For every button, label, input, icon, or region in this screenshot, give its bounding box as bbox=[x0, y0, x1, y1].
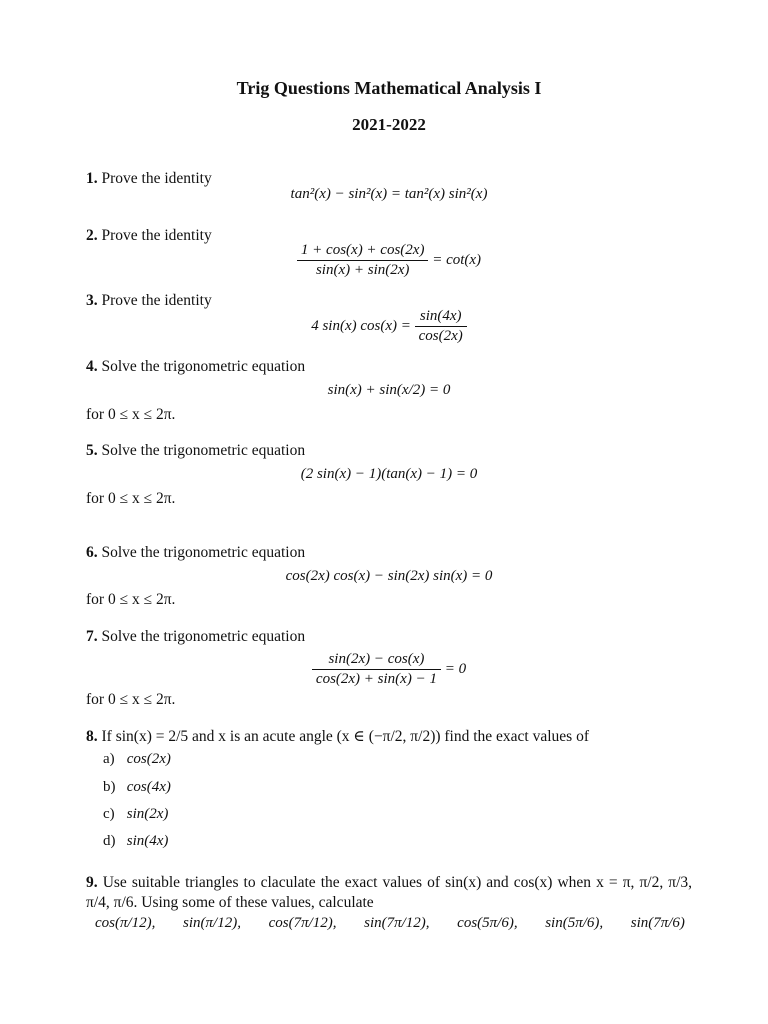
value-expression: sin(5π/6), bbox=[545, 915, 604, 931]
question-4 bbox=[86, 357, 305, 377]
list-item bbox=[103, 751, 171, 768]
document-year: 2021-2022 bbox=[352, 115, 426, 134]
item-expression: sin(4x) bbox=[126, 833, 169, 849]
question-number: 3. bbox=[86, 292, 98, 309]
fraction bbox=[312, 650, 441, 689]
numerator: sin(4x) bbox=[415, 307, 467, 327]
question-text: If sin(x) = 2/5 and x is an acute angle (x ∈ (−π/2, π/2)) find the exact values of bbox=[101, 728, 590, 745]
fraction bbox=[297, 241, 429, 280]
domain-condition: for 0 ≤ x ≤ 2π. bbox=[86, 691, 176, 708]
question-text: Solve the trigonometric equation bbox=[101, 628, 306, 645]
question-number: 8. bbox=[86, 728, 98, 745]
question-8 bbox=[86, 727, 686, 747]
item-expression: cos(2x) bbox=[126, 751, 171, 767]
denominator: cos(2x) + sin(x) − 1 bbox=[315, 671, 437, 687]
fraction bbox=[415, 307, 467, 346]
item-label: a) bbox=[103, 751, 115, 767]
item-label: b) bbox=[103, 779, 116, 795]
numerator: sin(2x) − cos(x) bbox=[312, 650, 441, 670]
value-expression: cos(7π/12), bbox=[268, 915, 337, 931]
domain-condition: for 0 ≤ x ≤ 2π. bbox=[86, 490, 176, 507]
value-expression: sin(7π/6) bbox=[630, 915, 685, 931]
question-5 bbox=[86, 441, 305, 461]
equation-5: (2 sin(x) − 1)(tan(x) − 1) = 0 bbox=[300, 466, 478, 482]
item-label: d) bbox=[103, 833, 116, 849]
value-expression: sin(π/12), bbox=[183, 915, 241, 931]
domain-condition: for 0 ≤ x ≤ 2π. bbox=[86, 591, 176, 608]
equation-1: tan²(x) − sin²(x) = tan²(x) sin²(x) bbox=[290, 186, 488, 202]
question-number: 4. bbox=[86, 358, 98, 375]
equation-2 bbox=[0, 241, 768, 280]
numerator: 1 + cos(x) + cos(2x) bbox=[297, 241, 429, 261]
question-number: 5. bbox=[86, 442, 98, 459]
denominator: sin(x) + sin(2x) bbox=[315, 262, 410, 278]
list-item bbox=[103, 779, 171, 796]
question-number: 9. bbox=[86, 874, 98, 891]
equation-rhs: = cot(x) bbox=[432, 251, 482, 268]
equation-lhs: 4 sin(x) cos(x) = bbox=[311, 317, 411, 334]
value-expression: cos(π/12), bbox=[95, 915, 156, 931]
question-text: Solve the trigonometric equation bbox=[101, 544, 306, 561]
question-9 bbox=[86, 873, 692, 913]
question-7 bbox=[86, 627, 305, 647]
equation-rhs: = 0 bbox=[444, 660, 467, 677]
document-title: Trig Questions Mathematical Analysis I bbox=[236, 78, 542, 98]
value-expression: cos(5π/6), bbox=[457, 915, 518, 931]
question-number: 7. bbox=[86, 628, 98, 645]
list-item bbox=[103, 806, 168, 823]
equation-3 bbox=[0, 307, 768, 346]
domain-condition: for 0 ≤ x ≤ 2π. bbox=[86, 406, 176, 423]
item-expression: cos(4x) bbox=[126, 779, 171, 795]
value-expression: sin(7π/12), bbox=[364, 915, 430, 931]
question-number: 1. bbox=[86, 170, 98, 187]
equation-6: cos(2x) cos(x) − sin(2x) sin(x) = 0 bbox=[285, 568, 493, 584]
question-text: Prove the identity bbox=[101, 292, 212, 309]
item-label: c) bbox=[103, 806, 115, 822]
equation-4: sin(x) + sin(x/2) = 0 bbox=[327, 382, 451, 398]
item-expression: sin(2x) bbox=[126, 806, 169, 822]
question-6 bbox=[86, 543, 305, 563]
equation-7 bbox=[0, 650, 768, 689]
question-text: Prove the identity bbox=[101, 170, 212, 187]
question-text: Prove the identity bbox=[101, 227, 212, 244]
question-text: Solve the trigonometric equation bbox=[101, 442, 306, 459]
question-number: 2. bbox=[86, 227, 98, 244]
denominator: cos(2x) bbox=[418, 328, 463, 344]
values-list bbox=[95, 915, 685, 932]
question-text: Use suitable triangles to claculate the exact values of sin(x) and cos(x) when x = π, π/2, π/3, π/4, π/6. Using some of these values, calculate bbox=[86, 874, 693, 911]
list-item bbox=[103, 833, 168, 850]
question-text: Solve the trigonometric equation bbox=[101, 358, 306, 375]
question-number: 6. bbox=[86, 544, 98, 561]
